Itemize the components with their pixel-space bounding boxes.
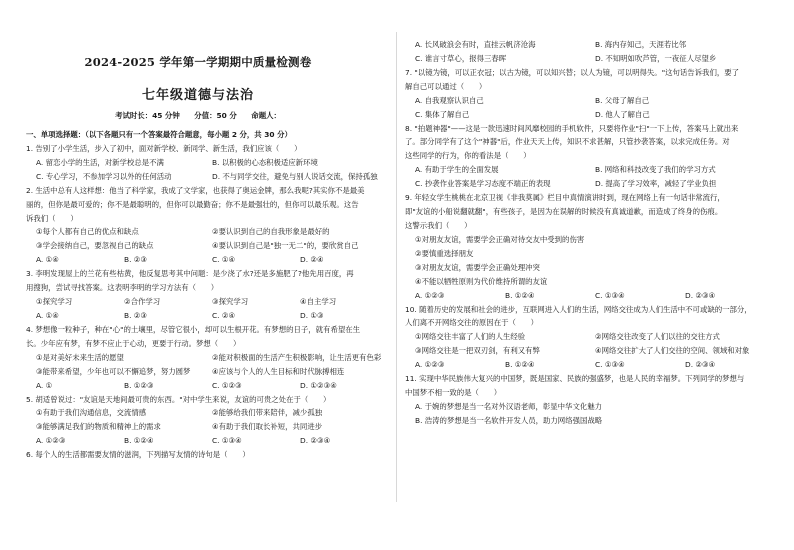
option-b: B. ①②④ <box>505 360 535 370</box>
option-c: C. 集体了解自己 <box>415 109 470 119</box>
statement-1: ①是对美好未来生活的愿望 <box>36 352 124 362</box>
statement-1: ①有助于我们沟通信息，交流情感 <box>36 408 147 418</box>
question-4-options <box>26 379 388 393</box>
option-b: B. 父母了解自己 <box>595 95 650 105</box>
option-c: C. ①③④ <box>595 290 625 300</box>
exam-score: 分值：50 分 <box>194 111 237 120</box>
option-c: C. ①④ <box>212 255 236 265</box>
option-d: D. ②④ <box>300 255 324 265</box>
option-b: B. ①②④ <box>124 436 154 446</box>
question-9-line: 这警示我们（ ） <box>405 220 472 230</box>
question-2-line: 丽的，但你是最可爱的；你不是最聪明的，但你可以最勤奋；你不是最强壮的，但你可以最乐观。这告 <box>26 199 359 209</box>
statement-2: ②合作学习 <box>124 297 161 307</box>
option-c: C. ①③④ <box>595 360 625 370</box>
statement-2: ②网络交往改变了人们以往的交往方式 <box>595 332 720 342</box>
question-7-line: 7. "以镜为镜，可以正衣冠；以古为镜，可以知兴替；以人为镜，可以明得失。"这句话告诉我们，要了 <box>405 67 740 77</box>
exam-info <box>0 110 396 121</box>
question-2-statements-row2 <box>26 239 388 253</box>
option-d: D. 提高了学习效率，减轻了学业负担 <box>595 179 717 189</box>
option-b: B. ①②④ <box>505 290 535 300</box>
option-d: D. 不知明如吹芦管，一夜征人尽望乡 <box>595 53 717 63</box>
question-4-statements-row1 <box>26 351 388 365</box>
option-a: A. ①②③ <box>415 360 445 370</box>
left-column <box>26 128 388 462</box>
question-11-line: 中国梦不相一致的是（ ） <box>405 388 502 398</box>
statement-2: ②能对积极面的生活产生积极影响，让生活更有色彩 <box>212 352 382 362</box>
section-heading: 一、单项选择题：（以下各题只有一个答案最符合题意，每小题 2 分，共 30 分） <box>26 130 292 139</box>
question-3-line: 3. 李明发现屋上的兰花有些枯黄，他反复思考其中问题：是少浇了水?还是多施肥了?他先用百度，再 <box>26 269 354 279</box>
question-11-line: 11. 实现中华民族伟大复兴的中国梦，既是国家、民族的强盛梦，也是人民的幸福梦。下列同学的梦想与 <box>405 374 745 384</box>
question-8-line: 了。部分同学有了这个"神器"后，作业天天上传，知识不求甚解，只管抄袭答案，以求完成任务。对 <box>405 137 730 147</box>
option-b: B. 以积极的心态积极适应新环境 <box>212 157 318 167</box>
option-a: A. ① <box>36 380 53 390</box>
question-3-statements <box>26 295 388 309</box>
option-b: B. ②③ <box>124 255 148 265</box>
option-b: B. 网络和科技改变了我们的学习方式 <box>595 165 716 175</box>
option-d: D. 不与同学交往，避免与别人说话交流，保持孤独 <box>212 171 378 181</box>
option-a: A. ①②③ <box>415 290 445 300</box>
question-6-options-row2 <box>405 52 775 66</box>
question-10-statements-row2 <box>405 344 775 358</box>
option-a: A. ①②③ <box>36 436 66 446</box>
column-divider <box>396 32 397 502</box>
statement-4: ④要认识到自己是"独一无二"的，要欣赏自己 <box>212 241 359 251</box>
statement-4: ④应该与个人的人生目标和时代脉搏相连 <box>212 366 345 376</box>
option-d: D. ②③④ <box>300 436 331 446</box>
statement-3: ③网络交往是一把双刃剑，有利又有弊 <box>415 346 540 356</box>
statement-3: ③能带来希望，少年也可以不懈追梦，努力圆梦 <box>36 366 191 376</box>
question-10-options <box>405 358 775 372</box>
exam-subject: 七年级道德与法治 <box>141 88 254 103</box>
question-10-line: 10. 随着历史的发展和社会的进步，互联网进入人们的生活，网络交往成为人们生活中不可或缺的一部分， <box>405 304 752 314</box>
question-10-statements-row1 <box>405 330 775 344</box>
option-d: D. ①②③④ <box>300 380 337 390</box>
exam-author: 命题人： <box>251 111 281 120</box>
option-b: B. 浩涛的梦想是当一名软件开发人员，助力网络强国战略 <box>415 415 603 425</box>
exam-time: 考试时长：45 分钟 <box>115 111 180 120</box>
question-1-options-row2 <box>26 170 388 184</box>
question-3-line: 用搜狗，尝试寻找答案。这表明李明的学习方法有（ ） <box>26 283 219 293</box>
option-a: A. ①④ <box>36 310 59 320</box>
question-2-statements-row1 <box>26 225 388 239</box>
option-b: B. ①②③ <box>124 380 154 390</box>
question-5-statements-row1 <box>26 406 388 420</box>
question-5-statements-row2 <box>26 420 388 434</box>
question-2-line: 诉我们（ ） <box>26 213 78 223</box>
question-4-statements-row2 <box>26 365 388 379</box>
question-7-options-row1 <box>405 94 775 108</box>
option-a: A. ①④ <box>36 255 59 265</box>
option-a: A. 于婉的梦想是当一名对外汉语老师，彰显中华文化魅力 <box>415 401 603 411</box>
option-d: D. 他人了解自己 <box>595 109 650 119</box>
statement-3: ③探究学习 <box>212 297 249 307</box>
question-4-line: 长。少年应有梦，有梦不应止于心动，更要于行动。梦想（ ） <box>26 338 241 348</box>
statement-3: ③学会接纳自己，要忽视自己的缺点 <box>36 241 154 251</box>
question-9-line: 9. 年轻女学生桃桃在北京卫视《非我莫属》栏目中真情演讲时到，现在网络上有一句话非常流行， <box>405 193 725 203</box>
option-a: A. 有助于学生的全面发展 <box>415 165 499 175</box>
question-10-line: 人们离不开网络交往的原因在于（ ） <box>405 318 539 328</box>
question-9-line: 即"友谊的小船说翻就翻"，有些孩子，是因为在误解的时候没有真诚道歉，而造成了终身的伤痕。 <box>405 207 723 217</box>
question-4-line: 4. 梦想像一粒种子，种在"心"的土壤里，尽管它很小，却可以生根开花。有梦想的日子，就有希望在生 <box>26 324 361 334</box>
question-8-options-row2 <box>405 177 775 191</box>
option-d: D. ②③④ <box>685 290 716 300</box>
option-c: C. 抄袭作业答案是学习态度不端正的表现 <box>415 179 551 189</box>
option-c: C. 专心学习，不参加学习以外的任何活动 <box>36 171 172 181</box>
statement-1: ①探究学习 <box>36 297 73 307</box>
question-6-options-row1 <box>405 38 775 52</box>
statement-1: ①对朋友友谊，需要学会正确对待交友中受到的伤害 <box>415 234 585 244</box>
statement-3: ③能够满足我们的物质和精神上的需求 <box>36 422 161 432</box>
question-8-options-row1 <box>405 163 775 177</box>
statement-2: ②能够给我们带来陪伴，减少孤独 <box>212 408 323 418</box>
question-7-options-row2 <box>405 108 775 122</box>
option-d: D. ②③④ <box>685 360 716 370</box>
statement-4: ④网络交往扩大了人们交往的空间、领域和对象 <box>595 346 750 356</box>
statement-4: ④有助于我们取长补短，共同进步 <box>212 422 323 432</box>
question-6-line: 6. 每个人的生活都需要友情的滋润，下列描写友情的诗句是（ ） <box>26 450 250 460</box>
question-8-line: 8. "拍题神器"——这是一款迅速时间风靡校园的手机软件，只要将作业"扫"一下上传，答案马上就出来 <box>405 123 739 133</box>
question-1-stem: 1. 告别了小学生活，步入了初中，面对新学校、新同学、新生活，我们应该（ ） <box>26 143 302 153</box>
question-8-line: 这些同学的行为，你的看法是（ ） <box>405 151 531 161</box>
statement-1: ①网络交往丰富了人们的人生经验 <box>415 332 526 342</box>
question-2-line: 2. 生活中总有人这样想：他当了科学家，我成了文学家，也获得了奥运金牌，那么我呢?其实你不是最美 <box>26 185 365 195</box>
statement-2: ②要慎重选择朋友 <box>415 248 474 258</box>
option-c: C. ②④ <box>212 310 236 320</box>
question-5-line: 5. 胡适曾说过："友谊是天地间最可贵的东西。"对中学生来说，友谊的可贵之处在于（ ） <box>26 394 331 404</box>
question-2-options <box>26 253 388 267</box>
option-a: A. 长风破浪会有时，直挂云帆济沧海 <box>415 40 536 49</box>
statement-1: ①每个人都有自己的优点和缺点 <box>36 227 139 237</box>
question-9-options <box>405 289 775 303</box>
statement-2: ②要认识到自己的自我形象是最好的 <box>212 227 330 237</box>
statement-4: ④自主学习 <box>300 297 337 307</box>
option-b: B. ②③ <box>124 310 148 320</box>
option-b: B. 海内存知己，天涯若比邻 <box>595 40 687 49</box>
statement-3: ③对朋友友谊，需要学会正确处理冲突 <box>415 262 540 272</box>
statement-4: ④不能以牺牲原则为代价维持所谓的友谊 <box>415 276 548 286</box>
option-d: D. ①③ <box>300 310 324 320</box>
option-a: A. 留恋小学的生活，对新学校总是不满 <box>36 157 164 167</box>
option-c: C. ①②③ <box>212 380 242 390</box>
option-c: C. ①③④ <box>212 436 242 446</box>
question-7-line: 解自己可以通过（ ） <box>405 81 487 91</box>
option-a: A. 自我观察认识自己 <box>415 95 484 105</box>
exam-title: 2024-2025 学年第一学期期中质量检测卷 <box>84 55 312 69</box>
question-1-options-row1 <box>26 156 388 170</box>
question-3-options <box>26 309 388 323</box>
option-c: C. 谁言寸草心，报得三春晖 <box>415 53 507 63</box>
right-column <box>405 38 775 428</box>
question-5-options <box>26 434 388 448</box>
